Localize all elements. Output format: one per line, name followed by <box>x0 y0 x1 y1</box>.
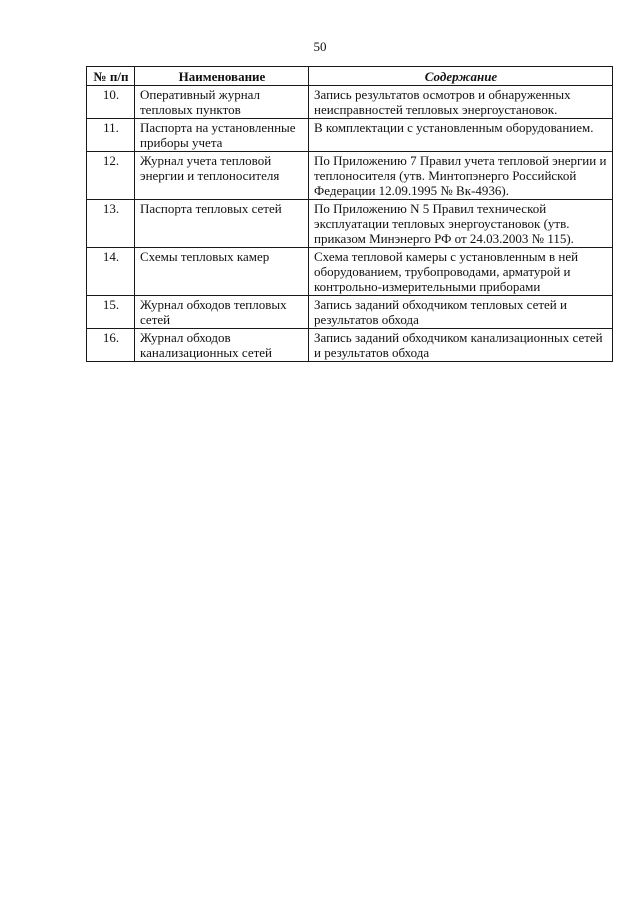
row-name: Паспорта тепловых сетей <box>135 200 309 248</box>
document-table <box>86 66 613 362</box>
table-row <box>87 152 613 200</box>
table-header <box>87 67 613 86</box>
table-row <box>87 119 613 152</box>
row-name: Журнал учета тепловой энергии и теплоносителя <box>135 152 309 200</box>
table-body <box>87 86 613 362</box>
header-number: № п/п <box>87 67 135 86</box>
table-header-row <box>87 67 613 86</box>
row-name: Схемы тепловых камер <box>135 248 309 296</box>
row-content: По Приложению N 5 Правил технической эксплуатации тепловых энергоустановок (утв. приказом Минэнерго РФ от 24.03.2003 № 115). <box>309 200 613 248</box>
row-number: 11. <box>87 119 135 152</box>
header-content: Содержание <box>309 67 613 86</box>
row-content: Схема тепловой камеры с установленным в ней оборудованием, трубопроводами, арматурой и контрольно-измерительными приборами <box>309 248 613 296</box>
row-content: В комплектации с установленным оборудованием. <box>309 119 613 152</box>
row-content: По Приложению 7 Правил учета тепловой энергии и теплоносителя (утв. Минтопэнерго Российской Федерации 12.09.1995 № Вк-4936). <box>309 152 613 200</box>
table-row <box>87 200 613 248</box>
table-row <box>87 86 613 119</box>
table-row <box>87 329 613 362</box>
row-number: 13. <box>87 200 135 248</box>
header-name: Наименование <box>135 67 309 86</box>
row-name: Паспорта на установленные приборы учета <box>135 119 309 152</box>
page-number: 50 <box>313 39 327 54</box>
row-number: 10. <box>87 86 135 119</box>
row-number: 15. <box>87 296 135 329</box>
row-content: Запись заданий обходчиком тепловых сетей и результатов обхода <box>309 296 613 329</box>
row-number: 14. <box>87 248 135 296</box>
row-name: Журнал обходов тепловых сетей <box>135 296 309 329</box>
row-content: Запись результатов осмотров и обнаруженных неисправностей тепловых энергоустановок. <box>309 86 613 119</box>
row-content: Запись заданий обходчиком канализационных сетей и результатов обхода <box>309 329 613 362</box>
row-number: 12. <box>87 152 135 200</box>
row-name: Журнал обходов канализационных сетей <box>135 329 309 362</box>
row-name: Оперативный журнал тепловых пунктов <box>135 86 309 119</box>
table-row <box>87 296 613 329</box>
table-row <box>87 248 613 296</box>
row-number: 16. <box>87 329 135 362</box>
